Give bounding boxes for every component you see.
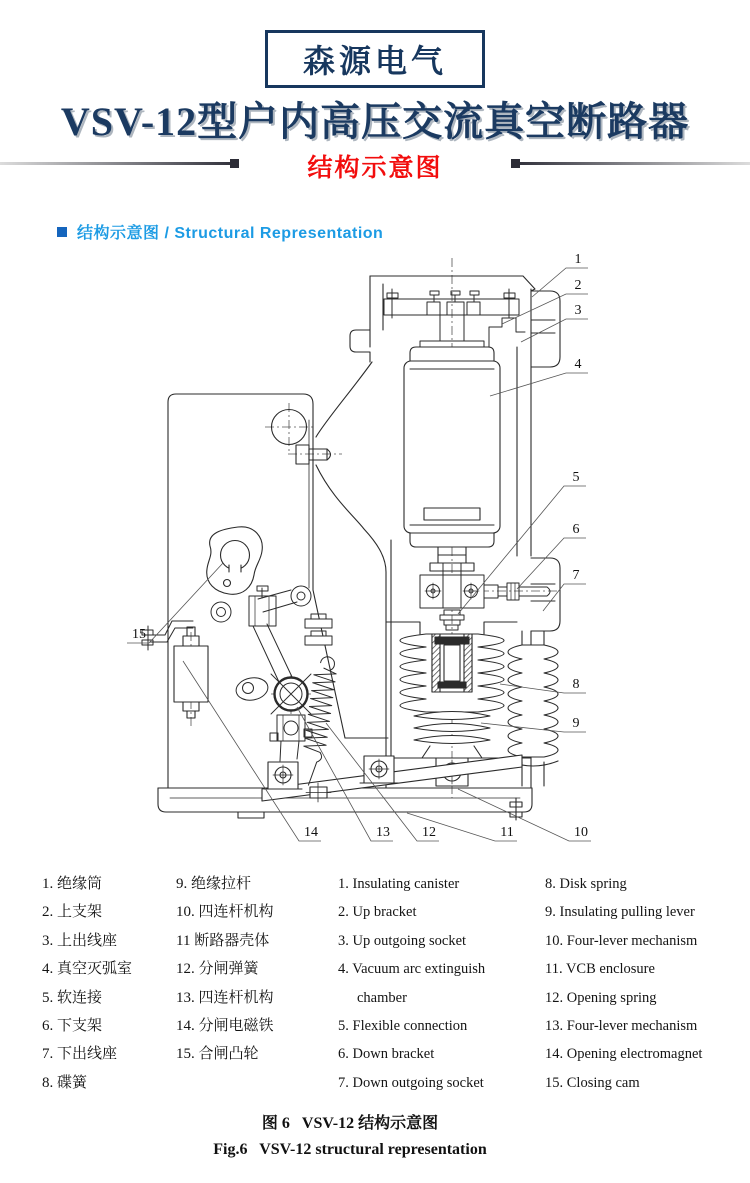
legend-item: 6. 下支架 (42, 1017, 103, 1034)
section-heading (57, 220, 383, 243)
legend-item: 4. Vacuum arc extinguish (338, 961, 486, 978)
legend-item: 15. 合闸凸轮 (176, 1046, 259, 1063)
callout-10: 10 (574, 825, 588, 840)
callout-6: 6 (572, 522, 580, 537)
legend-item: 2. Up bracket (338, 904, 417, 921)
legend-item: 11. VCB enclosure (545, 961, 655, 978)
down-bracket-assembly (420, 563, 550, 630)
legend-item: 15. Closing cam (545, 1074, 640, 1091)
up-outgoing-socket-step (489, 318, 525, 349)
four-lever-mechanism (142, 586, 332, 761)
legend-cn-col1 (42, 870, 132, 1097)
down-outgoing-screw (484, 583, 550, 600)
divider-right (520, 162, 750, 165)
callout-4: 4 (574, 357, 582, 372)
callout-14: 14 (304, 825, 318, 840)
divider-square-right (511, 159, 520, 168)
callout-2: 2 (574, 278, 582, 293)
legend-item: 3. Up outgoing socket (338, 932, 467, 949)
callout-9: 9 (572, 716, 580, 731)
callout-8: 8 (572, 677, 580, 692)
page-title: VSV-12型户内高压交流真空断路器 (60, 99, 690, 144)
figure-caption-en: Fig.6 VSV-12 structural representation (213, 1141, 487, 1158)
base-tray (158, 788, 532, 820)
legend-item: 12. Opening spring (545, 989, 657, 1006)
legend-item-wrap: chamber (357, 989, 407, 1006)
legend-item: 2. 上支架 (42, 904, 103, 921)
legend-item: 10. 四连杆机构 (176, 904, 274, 921)
brand-logo-text: 森源电气 (302, 43, 447, 79)
callout-13: 13 (376, 825, 390, 840)
legend-item: 5. 软连接 (42, 989, 103, 1006)
legend-item: 4. 真空灭弧室 (42, 961, 133, 978)
section-heading-text: 结构示意图 / Structural Representation (77, 225, 384, 242)
drawing-lines (142, 276, 560, 820)
legend-item: 5. Flexible connection (338, 1017, 468, 1034)
figure-caption-cn: 图 6 VSV-12 结构示意图 (261, 1115, 439, 1132)
legend-item: 14. Opening electromagnet (545, 1046, 703, 1063)
legend-item: 13. 四连杆机构 (176, 989, 274, 1006)
legend-item: 13. Four-lever mechanism (545, 1017, 698, 1034)
legend-item: 7. Down outgoing socket (338, 1074, 484, 1091)
up-bracket-assembly (384, 289, 525, 349)
legend-item: 9. 绝缘拉杆 (176, 876, 252, 892)
legend-item: 9. Insulating pulling lever (545, 904, 695, 921)
callout-7: 7 (572, 568, 580, 583)
four-lever-bottom-bar (262, 755, 522, 802)
legend-item: 6. Down bracket (338, 1046, 435, 1063)
legend-item: 3. 上出线座 (42, 932, 118, 949)
legend-item: 11 断路器壳体 (176, 932, 270, 949)
legend-item: 8. 碟簧 (42, 1074, 88, 1091)
callout-1: 1 (574, 252, 582, 267)
legend-item: 7. 下出线座 (42, 1046, 118, 1063)
callout-12: 12 (422, 825, 436, 840)
legend-cn-col2 (176, 870, 274, 1069)
callout-3: 3 (574, 303, 582, 318)
callout-5: 5 (572, 470, 580, 485)
legend-item: 8. Disk spring (545, 876, 627, 892)
closing-cam (207, 527, 263, 594)
legend-en-col2 (545, 870, 702, 1097)
square-bullet-icon (57, 227, 67, 237)
callout-11: 11 (500, 825, 514, 840)
brand-logo-box (265, 30, 485, 88)
pole-insulator (400, 634, 504, 712)
legend-item: 14. 分闸电磁铁 (176, 1017, 274, 1034)
structure-diagram (0, 250, 750, 865)
banner-label: 结构示意图 (307, 154, 443, 182)
legend-item: 1. 绝缘筒 (42, 876, 103, 892)
insulating-canister (404, 347, 500, 571)
legend-item: 1. Insulating canister (338, 876, 460, 892)
legend-item: 12. 分闸弹簧 (176, 961, 259, 978)
callout-15: 15 (132, 627, 146, 642)
legend-en-col1 (338, 870, 485, 1097)
legend-item: 10. Four-lever mechanism (545, 932, 698, 949)
